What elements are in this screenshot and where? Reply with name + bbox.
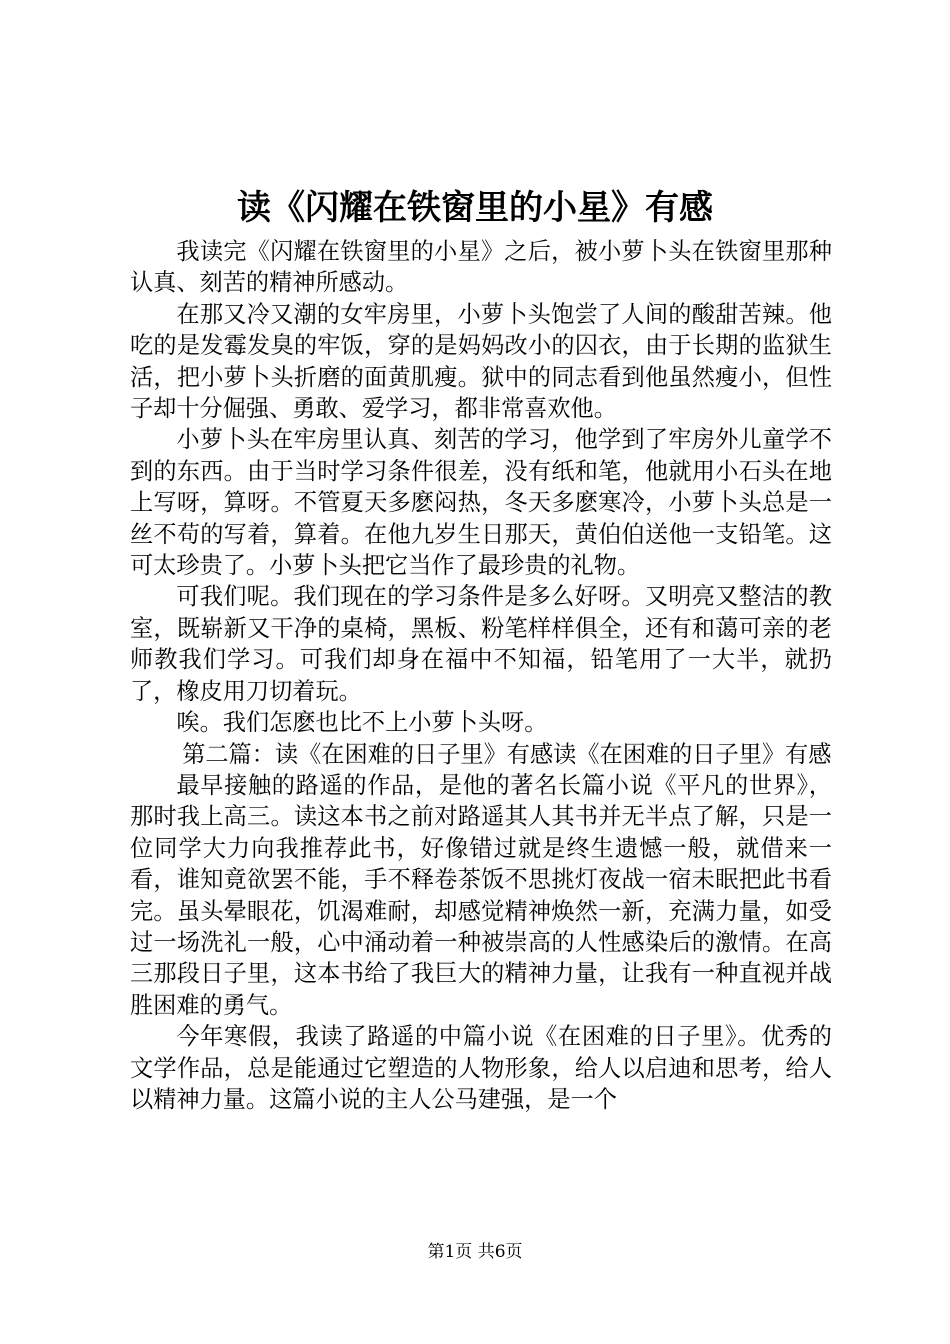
- paragraph: 小萝卜头在牢房里认真、刻苦的学习，他学到了牢房外儿童学不到的东西。由于当时学习条件很差，没有纸和笔，他就用小石头在地上写呀，算呀。不管夏天多麽闷热，冬天多麽寒冷，小萝卜头总是一丝不苟的写着，算着。在他九岁生日那天，黄伯伯送他一支铅笔。这可太珍贵了。小萝卜头把它当作了最珍贵的礼物。: [130, 426, 832, 580]
- paragraph: 今年寒假，我读了路遥的中篇小说《在困难的日子里》。优秀的文学作品，总是能通过它塑造的人物形象，给人以启迪和思考，给人以精神力量。这篇小说的主人公马建强，是一个: [130, 1023, 832, 1113]
- paragraph: 我读完《闪耀在铁窗里的小星》之后，被小萝卜头在铁窗里那种认真、刻苦的精神所感动。: [130, 238, 832, 297]
- paragraph: 在那又冷又潮的女牢房里，小萝卜头饱尝了人间的酸甜苦辣。他吃的是发霉发臭的牢饭，穿的是妈妈改小的囚衣，由于长期的监狱生活，把小萝卜头折磨的面黄肌瘦。狱中的同志看到他虽然瘦小，但性子却十分倔强、勇敢、爱学习，都非常喜欢他。: [130, 300, 832, 423]
- document-body: [130, 236, 832, 1115]
- document-title: 读《闪耀在铁窗里的小星》有感: [237, 188, 713, 228]
- page-footer: 第1页 共6页: [427, 1242, 523, 1262]
- paragraph: 最早接触的路遥的作品，是他的著名长篇小说《平凡的世界》，那时我上高三。读这本书之前对路遥其人其书并无半点了解，只是一位同学大力向我推荐此书，好像错过就是终生遗憾一般，就借来一看，谁知竟欲罢不能，手不释卷茶饭不思挑灯夜战一宿未眠把此书看完。虽头晕眼花，饥渴难耐，却感觉精神焕然一新，充满力量，如受过一场洗礼一般，心中涌动着一种被崇高的人性感染后的激情。在高三那段日子里，这本书给了我巨大的精神力量，让我有一种直视并战胜困难的勇气。: [130, 771, 832, 1019]
- paragraph: 可我们呢。我们现在的学习条件是多么好呀。又明亮又整洁的教室，既崭新又干净的桌椅，黑板、粉笔样样俱全，还有和蔼可亲的老师教我们学习。可我们却身在福中不知福，铅笔用了一大半，就扔了，橡皮用刀切着玩。: [130, 583, 832, 705]
- paragraph: 唉。我们怎麽也比不上小萝卜头呀。: [176, 709, 548, 737]
- section-heading: 第二篇：读《在困难的日子里》有感读《在困难的日子里》有感: [182, 740, 832, 768]
